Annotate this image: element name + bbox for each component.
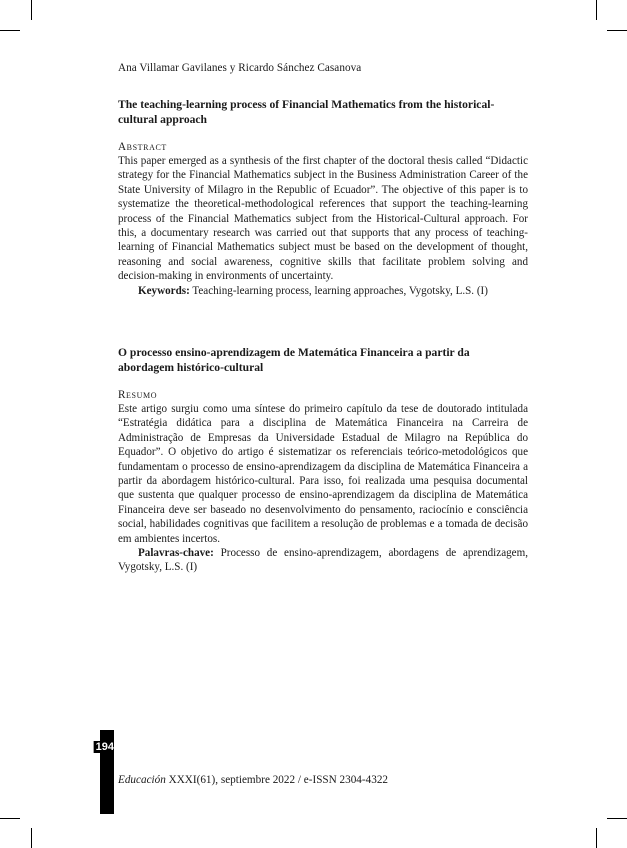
journal-name: Educación xyxy=(118,774,166,786)
keywords xyxy=(118,284,528,298)
crop-mark xyxy=(607,818,627,819)
english-section xyxy=(118,97,528,298)
running-head: Ana Villamar Gavilanes y Ricardo Sánchez Casanova xyxy=(118,62,362,74)
crop-mark xyxy=(31,0,32,20)
abstract-text: This paper emerged as a synthesis of the first chapter of the doctoral thesis called “Didactic strategy for the Financial Mathematics subject in the Business Administration Career of the State University of Milagro in the Republic of Ecuador”. The objective of this paper is to systematize the theoretical-methodological references that support the teaching-learning process of the Financial Mathematics subject from the Historical-Cultural approach. For this, a documentary research was carried out that supports that any process of teaching-learning of Financial Mathematics subject must be based on the development of thought, reasoning and social awareness, cognitive skills that facilitate problem solving and decision-making in environments of uncertainty. xyxy=(118,155,528,283)
journal-issue: XXXI(61), septiembre 2022 / e-ISSN 2304-4322 xyxy=(168,774,389,786)
palavras-chave-label: Palavras-chave: xyxy=(138,547,214,560)
footer xyxy=(118,774,388,786)
resumo-label: Resumo xyxy=(118,389,158,401)
palavras-chave xyxy=(118,546,528,575)
keywords-text: Teaching-learning process, learning approaches, Vygotsky, L.S. (I) xyxy=(192,284,488,297)
resumo-text: Este artigo surgiu como uma síntese do primeiro capítulo da tese de doutorado intitulada “Estratégia didática para a disciplina de Matemática Financeira na Carreira de Administração de Empresas da Universidade Estadual de Milagro na República do Equador”. O objetivo do artigo é sistematizar os referenciais teórico-metodológicos que fundamentam o processo de ensino-aprendizagem da disciplina de Matemática Financeira a partir da abordagem histórico-cultural. Para isso, foi realizada uma pesquisa documental que sustenta que qualquer processo de ensino-aprendizagem da disciplina de Matemática Financeira deve ser baseado no desenvolvimento do pensamento, raciocínio e consciência social, habilidades cognitivas que facilitem a resolução de problemas e a tomada de decisão em ambientes incertos. xyxy=(118,403,528,545)
abstract-label: Abstract xyxy=(118,141,167,153)
palavras-chave-text: Processo de ensino-aprendizagem, abordagens de aprendizagem, Vygotsky, L.S. (I) xyxy=(118,547,528,574)
crop-mark xyxy=(0,30,20,31)
crop-mark xyxy=(607,30,627,31)
crop-mark xyxy=(0,818,20,819)
page-number: 194 xyxy=(95,741,114,753)
portuguese-section xyxy=(118,345,528,575)
crop-mark xyxy=(596,828,597,848)
crop-mark xyxy=(596,0,597,20)
crop-mark xyxy=(31,828,32,848)
english-title: The teaching-learning process of Financial Mathematics from the historical-cultural approach xyxy=(118,98,495,126)
portuguese-title: O processo ensino-aprendizagem de Matemática Financeira a partir da abordagem histórico-cultural xyxy=(118,346,470,374)
keywords-label: Keywords: xyxy=(138,284,190,297)
